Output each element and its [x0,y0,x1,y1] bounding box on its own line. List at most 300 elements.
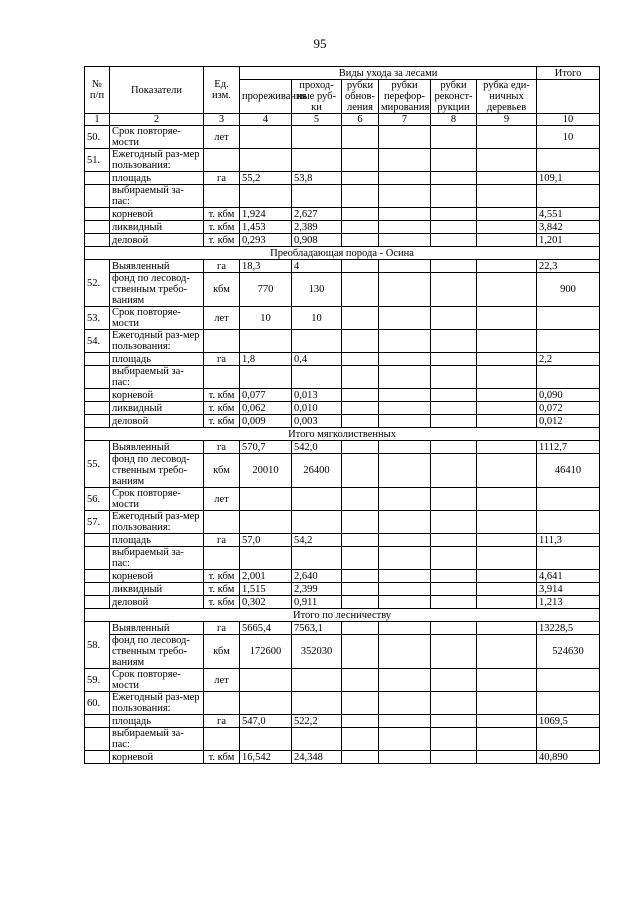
row-label: фонд по лесовод-ственным требо-ваниям [110,273,204,307]
table-row [85,583,600,596]
total-cell: 4,641 [537,570,600,583]
value-cell [477,596,537,609]
section-title: Итого по лесничеству [85,609,600,622]
row-number [85,353,110,366]
row-number: 57. [85,511,110,534]
value-cell [342,389,379,402]
value-cell [477,454,537,488]
total-cell: 0,090 [537,389,600,402]
value-cell [379,488,431,511]
value-cell [379,402,431,415]
table-row [85,635,600,669]
value-cell: 570,7 [240,441,292,454]
total-cell: 524630 [537,635,600,669]
value-cell [431,330,477,353]
value-cell: 5665,4 [240,622,292,635]
row-label: корневой [110,570,204,583]
value-cell [342,692,379,715]
total-cell: 900 [537,273,600,307]
table-row [85,353,600,366]
value-cell: 16,542 [240,751,292,764]
row-unit: т. кбм [204,415,240,428]
row-label: фонд по лесовод-ственным требо-ваниям [110,635,204,669]
value-cell [477,715,537,728]
value-cell: 547,0 [240,715,292,728]
section-title: Преобладающая порода - Осина [85,247,600,260]
row-number [85,728,110,751]
value-cell: 0,293 [240,234,292,247]
value-cell [342,488,379,511]
row-number [85,596,110,609]
value-cell [292,669,342,692]
row-unit: т. кбм [204,596,240,609]
value-cell [342,583,379,596]
value-cell [292,488,342,511]
value-cell [431,728,477,751]
value-cell [342,715,379,728]
value-cell: 0,911 [292,596,342,609]
row-number: 56. [85,488,110,511]
row-label: Ежегодный раз-мер пользования: [110,330,204,353]
row-unit: кбм [204,635,240,669]
value-cell [477,185,537,208]
value-cell [240,488,292,511]
value-cell [240,185,292,208]
row-unit: га [204,622,240,635]
value-cell [292,126,342,149]
row-unit: т. кбм [204,234,240,247]
value-cell [431,751,477,764]
value-cell [292,728,342,751]
value-cell: 130 [292,273,342,307]
table-row [85,185,600,208]
row-number: 52. [85,260,110,307]
total-cell: 1,201 [537,234,600,247]
value-cell: 522,2 [292,715,342,728]
row-label: деловой [110,596,204,609]
header-indicators: Показатели [110,67,204,114]
row-unit: т. кбм [204,402,240,415]
row-number [85,366,110,389]
row-unit: га [204,534,240,547]
section-row [85,428,600,441]
total-cell: 2,2 [537,353,600,366]
table-row [85,366,600,389]
row-number [85,208,110,221]
value-cell [431,307,477,330]
row-number: 59. [85,669,110,692]
value-cell [292,330,342,353]
value-cell: 24,348 [292,751,342,764]
value-cell [431,583,477,596]
value-cell: 1,453 [240,221,292,234]
row-unit: т. кбм [204,570,240,583]
value-cell [240,330,292,353]
value-cell [379,172,431,185]
total-cell: 22,3 [537,260,600,273]
value-cell [342,669,379,692]
total-cell [537,511,600,534]
table-row [85,751,600,764]
value-cell: 0,4 [292,353,342,366]
table-row [85,402,600,415]
row-unit: т. кбм [204,751,240,764]
value-cell [342,260,379,273]
row-number: 53. [85,307,110,330]
value-cell [477,635,537,669]
row-label: корневой [110,389,204,402]
value-cell [431,635,477,669]
row-unit: га [204,715,240,728]
row-unit [204,185,240,208]
section-row [85,609,600,622]
value-cell [477,692,537,715]
value-cell [342,622,379,635]
row-number [85,172,110,185]
value-cell [431,185,477,208]
header-group: Виды ухода за лесами [240,67,537,80]
table-row [85,234,600,247]
row-label: Ежегодный раз-мер пользования: [110,511,204,534]
row-label: фонд по лесовод-ственным требо-ваниям [110,454,204,488]
value-cell: 352030 [292,635,342,669]
value-cell [342,635,379,669]
column-number: 9 [477,114,537,126]
value-cell [477,330,537,353]
row-unit [204,692,240,715]
value-cell [379,260,431,273]
value-cell: 2,627 [292,208,342,221]
row-label: площадь [110,172,204,185]
value-cell [477,570,537,583]
value-cell [342,402,379,415]
value-cell: 55,2 [240,172,292,185]
value-cell [379,511,431,534]
total-cell: 111,3 [537,534,600,547]
value-cell [379,234,431,247]
value-cell [431,622,477,635]
column-number: 2 [110,114,204,126]
table-row [85,415,600,428]
table-row [85,454,600,488]
value-cell: 0,003 [292,415,342,428]
value-cell: 57,0 [240,534,292,547]
value-cell [292,185,342,208]
value-cell [379,622,431,635]
table-row [85,221,600,234]
value-cell [379,366,431,389]
table-row [85,330,600,353]
value-cell [477,366,537,389]
value-cell [342,234,379,247]
table-row [85,441,600,454]
value-cell [477,402,537,415]
value-cell [379,149,431,172]
total-cell: 13228,5 [537,622,600,635]
value-cell [379,751,431,764]
row-label: Выявленный [110,622,204,635]
value-cell: 18,3 [240,260,292,273]
value-cell [379,715,431,728]
total-cell: 1112,7 [537,441,600,454]
value-cell: 0,908 [292,234,342,247]
value-cell: 542,0 [292,441,342,454]
value-cell: 54,2 [292,534,342,547]
value-cell [342,751,379,764]
value-cell [342,366,379,389]
value-cell [477,488,537,511]
value-cell [292,692,342,715]
row-label: ликвидный [110,221,204,234]
row-number [85,185,110,208]
value-cell [342,185,379,208]
total-cell: 3,914 [537,583,600,596]
value-cell: 1,924 [240,208,292,221]
total-cell [537,488,600,511]
total-cell: 0,012 [537,415,600,428]
value-cell [477,273,537,307]
row-unit: лет [204,126,240,149]
row-unit: т. кбм [204,221,240,234]
value-cell [342,547,379,570]
value-cell: 0,013 [292,389,342,402]
value-cell [379,635,431,669]
column-number: 5 [292,114,342,126]
table-row [85,208,600,221]
row-label: Срок повторяе-мости [110,307,204,330]
value-cell [431,415,477,428]
row-unit [204,728,240,751]
row-label: Ежегодный раз-мер пользования: [110,692,204,715]
total-cell: 3,842 [537,221,600,234]
row-label: выбираемый за-пас: [110,547,204,570]
row-unit [204,366,240,389]
value-cell: 770 [240,273,292,307]
value-cell [477,149,537,172]
row-label: площадь [110,534,204,547]
row-unit: га [204,172,240,185]
row-label: Ежегодный раз-мер пользования: [110,149,204,172]
value-cell [342,570,379,583]
value-cell [379,221,431,234]
table-row [85,149,600,172]
row-unit: т. кбм [204,389,240,402]
value-cell [477,622,537,635]
row-number [85,234,110,247]
table-row [85,547,600,570]
total-cell: 40,890 [537,751,600,764]
total-cell [537,547,600,570]
value-cell [431,366,477,389]
row-unit: т. кбм [204,583,240,596]
row-unit: га [204,260,240,273]
header-col: рубки реконст-рукции [431,80,477,114]
value-cell [379,307,431,330]
value-cell: 10 [240,307,292,330]
row-label: Выявленный [110,441,204,454]
total-cell [537,692,600,715]
total-cell [537,330,600,353]
header-col: прореживания [240,80,292,114]
value-cell [477,260,537,273]
row-unit: га [204,441,240,454]
value-cell [477,234,537,247]
value-cell [379,454,431,488]
header-col: рубки перефор-мирования [379,80,431,114]
value-cell [431,126,477,149]
table-row [85,534,600,547]
value-cell: 0,302 [240,596,292,609]
row-label: ликвидный [110,583,204,596]
table-row [85,307,600,330]
total-cell: 0,072 [537,402,600,415]
value-cell [342,441,379,454]
value-cell [379,330,431,353]
row-label: Выявленный [110,260,204,273]
value-cell [342,149,379,172]
value-cell [431,570,477,583]
total-cell [537,669,600,692]
total-cell: 109,1 [537,172,600,185]
value-cell [477,547,537,570]
value-cell: 53,8 [292,172,342,185]
total-cell: 10 [537,126,600,149]
table-row [85,692,600,715]
value-cell [342,534,379,547]
value-cell [477,208,537,221]
value-cell [431,547,477,570]
table-row [85,511,600,534]
row-number: 60. [85,692,110,715]
row-label: Срок повторяе-мости [110,126,204,149]
value-cell [477,511,537,534]
value-cell [431,260,477,273]
row-number [85,534,110,547]
value-cell [342,208,379,221]
row-number [85,583,110,596]
column-number: 3 [204,114,240,126]
header-col: проход-ные руб-ки [292,80,342,114]
row-number: 55. [85,441,110,488]
value-cell [477,307,537,330]
value-cell [379,728,431,751]
value-cell [431,402,477,415]
value-cell: 0,077 [240,389,292,402]
table-row [85,622,600,635]
value-cell [477,415,537,428]
section-title: Итого мягколиственных [85,428,600,441]
value-cell [477,583,537,596]
value-cell [342,415,379,428]
value-cell [379,534,431,547]
header-total: Итого [537,67,600,80]
header-num: № п/п [85,67,110,114]
row-number [85,715,110,728]
value-cell [379,389,431,402]
row-unit: лет [204,488,240,511]
value-cell [240,692,292,715]
total-cell [537,728,600,751]
row-unit: лет [204,307,240,330]
value-cell [431,172,477,185]
value-cell [379,669,431,692]
value-cell [431,669,477,692]
value-cell [431,596,477,609]
value-cell [342,454,379,488]
value-cell [292,547,342,570]
value-cell [477,126,537,149]
row-number [85,570,110,583]
header-col: рубка еди-ничных деревьев [477,80,537,114]
value-cell [477,669,537,692]
value-cell [431,389,477,402]
row-number: 50. [85,126,110,149]
value-cell [477,389,537,402]
value-cell: 172600 [240,635,292,669]
value-cell: 26400 [292,454,342,488]
column-number: 7 [379,114,431,126]
value-cell [477,441,537,454]
row-label: деловой [110,415,204,428]
value-cell: 2,389 [292,221,342,234]
value-cell: 1,8 [240,353,292,366]
value-cell [240,149,292,172]
value-cell [342,221,379,234]
row-unit: лет [204,669,240,692]
row-number [85,415,110,428]
value-cell [431,149,477,172]
value-cell [379,583,431,596]
value-cell: 10 [292,307,342,330]
value-cell [431,454,477,488]
total-cell: 4,551 [537,208,600,221]
total-cell [537,366,600,389]
value-cell [240,547,292,570]
row-unit: кбм [204,454,240,488]
value-cell [477,353,537,366]
value-cell [379,570,431,583]
value-cell [379,273,431,307]
value-cell [240,511,292,534]
row-number: 54. [85,330,110,353]
value-cell: 2,001 [240,570,292,583]
value-cell [379,692,431,715]
column-number: 4 [240,114,292,126]
value-cell [431,273,477,307]
row-number: 51. [85,149,110,172]
table-row [85,488,600,511]
value-cell [431,208,477,221]
table-row [85,260,600,273]
value-cell [431,715,477,728]
row-unit [204,511,240,534]
header-col: рубки обнов-ления [342,80,379,114]
value-cell [379,185,431,208]
value-cell [342,596,379,609]
value-cell [240,728,292,751]
value-cell [240,126,292,149]
row-label: Срок повторяе-мости [110,669,204,692]
value-cell [240,669,292,692]
row-label: деловой [110,234,204,247]
value-cell [431,534,477,547]
row-label: выбираемый за-пас: [110,366,204,389]
value-cell [431,353,477,366]
total-cell [537,307,600,330]
total-cell: 46410 [537,454,600,488]
value-cell [342,273,379,307]
table-row [85,126,600,149]
